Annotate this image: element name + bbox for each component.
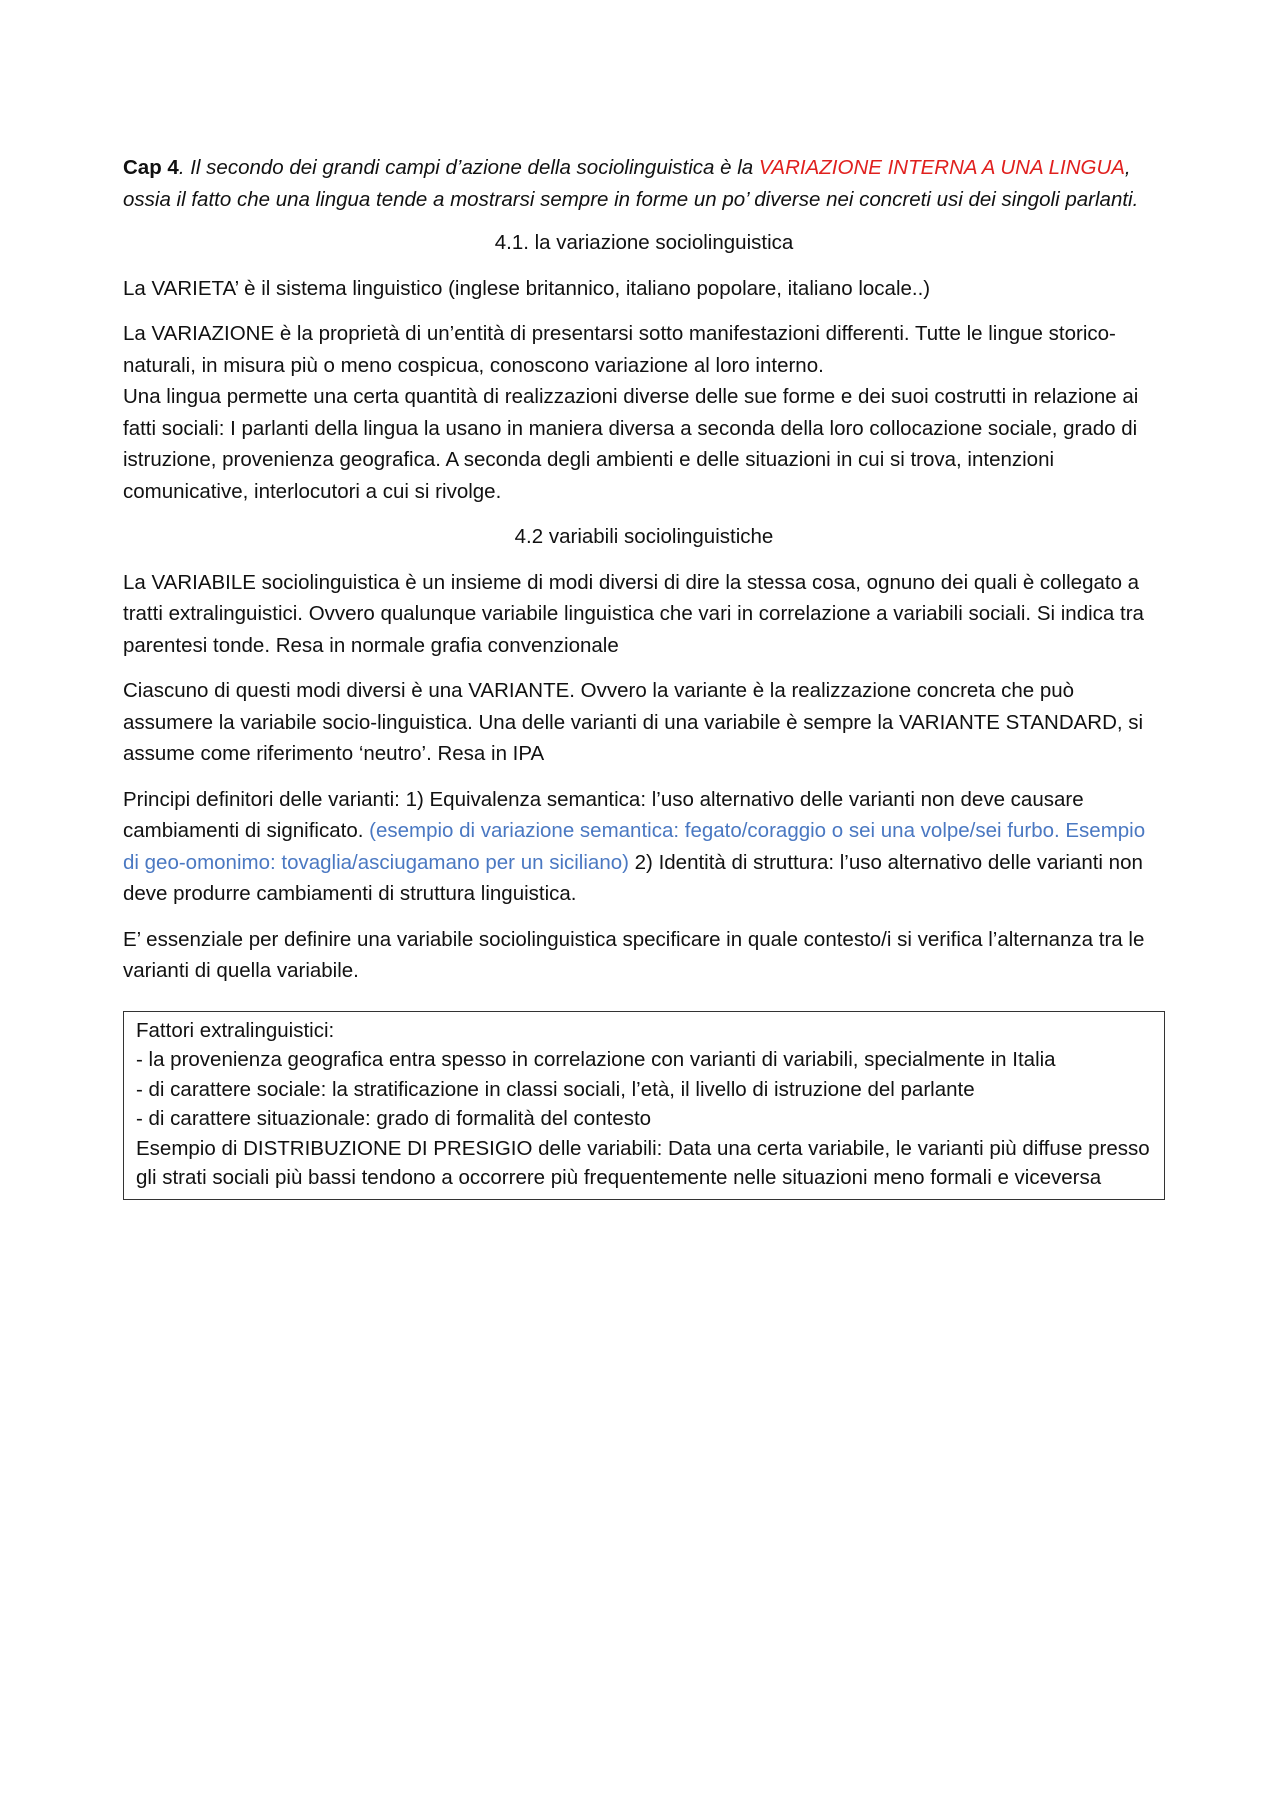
variante-paragraph: Ciascuno di questi modi diversi è una VARIANTE. Ovvero la variante è la realizzazione concreta che può assumere la variabile socio-linguistica. Una delle varianti di una variabile è sempre la VARIANTE STANDARD, si assume come riferimento ‘neutro’. Resa in IPA	[123, 679, 1144, 765]
variazione-text-2: Una lingua permette una certa quantità di realizzazioni diverse delle sue forme e dei suoi costrutti in relazione ai fatti sociali: I parlanti della lingua la usano in maniera diversa a seconda della loro collocazione sociale, grado di istruzione, provenienza geografica. A seconda degli ambienti e delle situazioni in cui si trova, intenzioni comunicative, interlocutori a cui si rivolge.	[123, 385, 1139, 503]
intro-text-before: Il secondo dei grandi campi d’azione della sociolinguistica è la	[190, 156, 759, 179]
principi-paragraph	[123, 784, 1165, 910]
section-heading-4-2: 4.2 variabili sociolinguistiche	[514, 525, 774, 548]
variazione-text-1: La VARIAZIONE è la proprietà di un’entità di presentarsi sotto manifestazioni differenti. Tutte le lingue storico-naturali, in misura più o meno cospicua, conoscono variazione al loro interno.	[123, 322, 1116, 377]
box-line: - di carattere sociale: la stratificazione in classi sociali, l’età, il livello di istruzione del parlante	[136, 1077, 975, 1101]
variabile-paragraph: La VARIABILE sociolinguistica è un insieme di modi diversi di dire la stessa cosa, ognuno dei quali è collegato a tratti extralinguistici. Ovvero qualunque variabile linguistica che vari in correlazione a variabili sociali. Si indica tra parentesi tonde. Resa in normale grafia convenzionale	[123, 570, 1144, 657]
principi-example: (esempio di variazione semantica: fegato/coraggio o sei una volpe/sei furbo. Esempio di geo-omonimo: tovaglia/asciugamano per un siciliano)	[123, 819, 1146, 874]
intro-paragraph	[123, 152, 1165, 215]
section-heading-4-1: 4.1. la variazione sociolinguistica	[494, 231, 794, 254]
extralinguistic-factors-box	[123, 1011, 1165, 1200]
intro-text-after: , ossia il fatto che una lingua tende a mostrarsi sempre in forme un po’ diverse nei concreti usi dei singoli parlanti.	[123, 156, 1139, 211]
box-line: Fattori extralinguistici:	[136, 1018, 335, 1042]
chapter-dot: .	[178, 156, 191, 179]
variazione-paragraph	[123, 318, 1165, 507]
essenziale-paragraph: E’ essenziale per definire una variabile sociolinguistica specificare in quale contesto/i si verifica l’alternanza tra le varianti di quella variabile.	[123, 927, 1145, 982]
chapter-label: Cap 4	[123, 156, 179, 179]
varieta-paragraph: La VARIETA’ è il sistema linguistico (inglese britannico, italiano popolare, italiano locale..)	[123, 276, 931, 300]
principi-text-before: Principi definitori delle varianti: 1) Equivalenza semantica: l’uso alternativo delle varianti non deve causare cambiamenti di significato.	[123, 787, 1084, 842]
principi-text-after: 2) Identità di struttura: l’uso alternativo delle varianti non deve produrre cambiamenti di struttura linguistica.	[123, 850, 1143, 905]
box-line: - la provenienza geografica entra spesso in correlazione con varianti di variabili, specialmente in Italia	[136, 1048, 1056, 1071]
box-line: - di carattere situazionale: grado di formalità del contesto	[136, 1107, 652, 1130]
intro-highlight: VARIAZIONE INTERNA A UNA LINGUA	[758, 156, 1125, 179]
box-line: Esempio di DISTRIBUZIONE DI PRESIGIO delle variabili: Data una certa variabile, le varianti più diffuse presso gli strati sociali più bassi tendono a occorrere più frequentemente nelle situazioni meno formali e viceversa	[136, 1136, 1150, 1189]
